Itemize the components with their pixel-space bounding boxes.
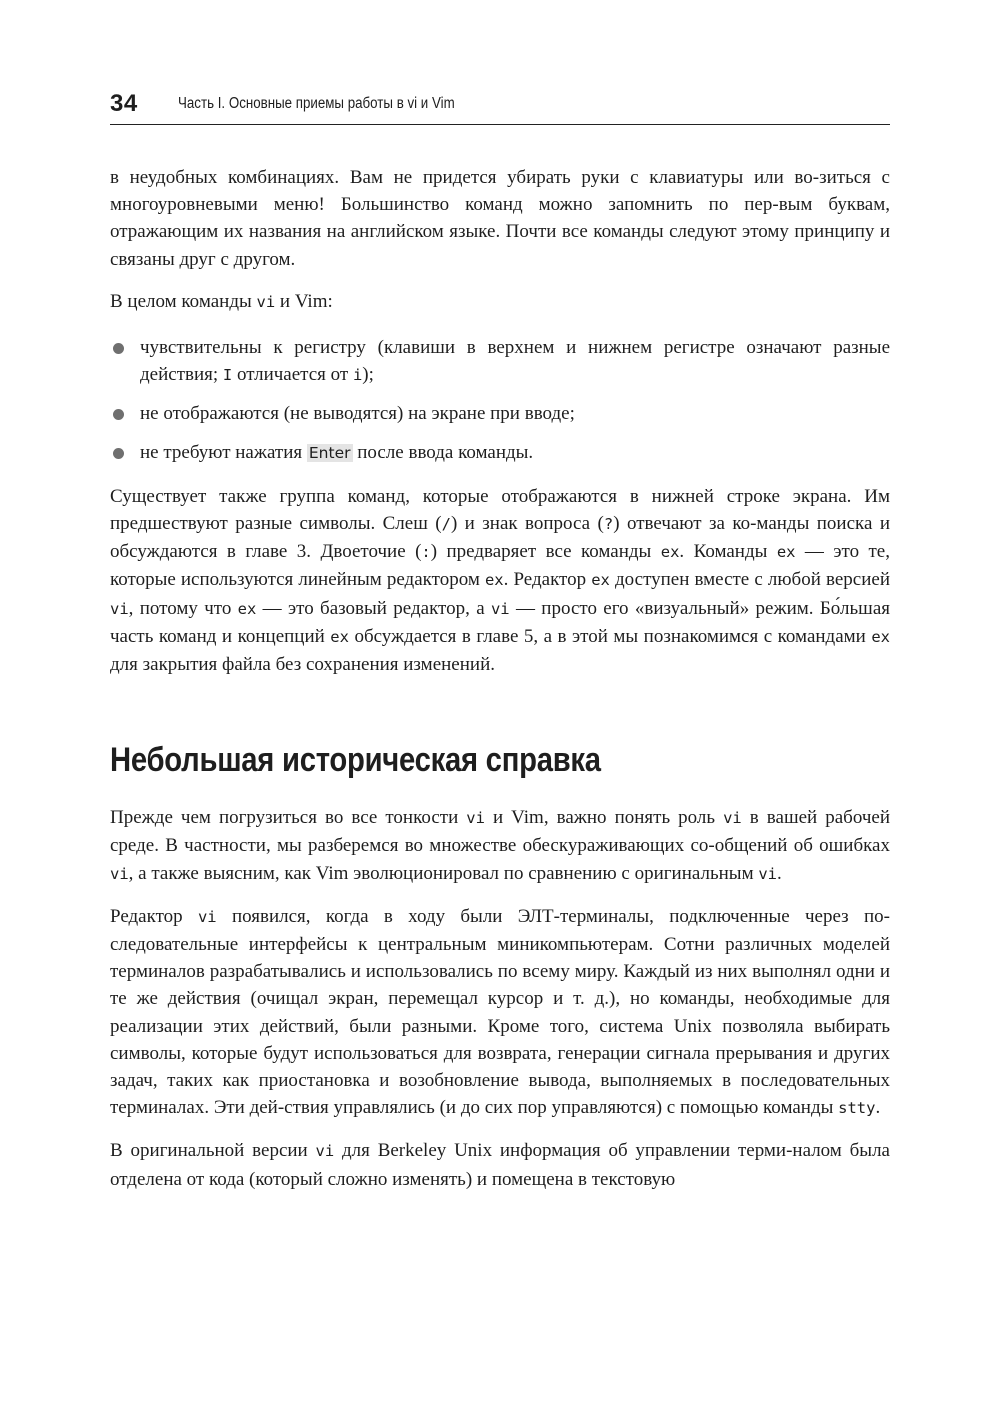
- inline-code: vi: [466, 809, 485, 828]
- text-segment: ) и знак вопроса (: [450, 513, 604, 535]
- text-segment: .: [875, 1097, 881, 1119]
- page-number: 34: [110, 90, 138, 117]
- text-segment: ) отвечают за ко-манды поиска и обсуждаются в главе 3. Двоеточие (: [110, 513, 890, 563]
- page-body: [110, 164, 890, 1193]
- text-segment: — это базовый редактор, а: [256, 597, 491, 619]
- inline-code: vi: [315, 1142, 335, 1161]
- bullet-icon: [113, 448, 124, 459]
- list-item: [110, 334, 890, 389]
- key-label: Enter: [308, 443, 351, 462]
- text-segment: . Редактор: [503, 569, 592, 591]
- text-segment: );: [362, 364, 374, 386]
- bullet-icon: [113, 409, 124, 420]
- inline-code: ex: [330, 627, 349, 646]
- text-segment: и Vim:: [275, 290, 333, 312]
- text-segment: Редактор: [110, 905, 198, 927]
- text-segment: . Команды: [679, 541, 777, 563]
- text-segment: появился, когда в ходу были ЭЛТ-терминалы, подключенные через по-следовательные интерфейсы к центральным миникомпьютерам. Сотни различных моделей терминалов разрабатывались и использовались по всему миру. Каждый из них выполнял одни и те же действия (очищал экран, перемещал курсор и т. д.), но команды, необходимые для реализации этих действий, были разными. Кроме того, система Unix позволяла выбирать символы, которые будут использоваться для возврата, генерации сигнала прерывания и других задач, таких как приостановка и возобновление вывода, выполняемых в последовательных терминалах. Эти дей-ствия управлялись (и до сих пор управляются) с помощью команды: [110, 905, 890, 1119]
- list-item: [110, 400, 890, 427]
- inline-code: vi: [256, 292, 276, 311]
- text-segment: ) предваряет все команды: [430, 541, 661, 563]
- text-segment: Существует также группа команд, которые отображаются в нижней строке экрана. Им предшествуют разные символы. Слеш (: [110, 485, 890, 535]
- running-title: Часть I. Основные приемы работы в vi и Vim: [178, 95, 455, 112]
- bullet-list: [110, 334, 890, 467]
- inline-code: I: [222, 366, 233, 385]
- paragraph-intro: [110, 288, 890, 316]
- inline-code: ?: [603, 515, 614, 534]
- text-segment: чувствительны к регистру (клавиши в верхнем и нижнем регистре означают разные действия;: [140, 337, 890, 386]
- inline-code: i: [352, 366, 363, 385]
- text-segment: доступен вместе с любой версией: [609, 569, 890, 591]
- text-segment: — это те, которые используются линейным редактором: [110, 541, 890, 591]
- inline-code: ex: [871, 627, 890, 646]
- inline-code: :: [421, 543, 431, 562]
- inline-code: ex: [660, 543, 680, 562]
- inline-code: /: [441, 515, 451, 534]
- text-segment: — просто его «визуальный» режим. Бо́льшая часть команд и концепций: [110, 597, 890, 647]
- text-segment: , а также выясним, как Vim эволюционировал по сравнению с оригинальным: [128, 862, 759, 884]
- text-segment: после ввода команды.: [352, 441, 534, 463]
- text-segment: В оригинальной версии: [110, 1140, 316, 1162]
- inline-code: vi: [758, 864, 778, 883]
- text-segment: не отображаются (не выводятся) на экране при вводе;: [140, 403, 575, 425]
- list-item: [110, 439, 890, 467]
- section-heading: Небольшая историческая справка: [110, 741, 601, 780]
- text-segment: В целом команды: [110, 290, 257, 312]
- paragraph-continuation: в неудобных комбинациях. Вам не придется убирать руки с клавиатуры или во-зиться с многоуровневыми меню! Большинство команд можно запомнить по пер-вым буквам, отражающим их названия на английском языке. Почти все команды следуют этому принципу и связаны друг с другом.: [110, 167, 890, 270]
- running-head: [110, 88, 890, 125]
- text-segment: , потому что: [128, 597, 238, 619]
- paragraph-berkeley: [110, 1137, 890, 1192]
- text-segment: в вашей рабочей среде. В частности, мы разберемся во множестве обескураживающих со-общений об ошибках: [110, 807, 890, 857]
- text-segment: для Berkeley Unix информация об управлении терми-налом была отделена от кода (который сложно изменять) и помещена в текстовую: [110, 1140, 890, 1190]
- text-segment: и Vim, важно понять роль: [484, 807, 724, 829]
- paragraph-terminals: [110, 903, 890, 1123]
- inline-code: vi: [110, 864, 129, 883]
- inline-code: vi: [723, 809, 742, 828]
- text-segment: не требуют нажатия: [140, 441, 307, 463]
- text-segment: .: [777, 862, 782, 884]
- paragraph-history-intro: [110, 804, 890, 888]
- inline-code: ex: [776, 543, 796, 562]
- inline-code: ex: [237, 599, 257, 618]
- inline-code: ex: [591, 571, 610, 590]
- bullet-icon: [113, 343, 124, 354]
- paragraph-commands: [110, 483, 890, 678]
- inline-code: ex: [484, 571, 504, 590]
- text-segment: отличается от: [232, 364, 353, 386]
- inline-code: vi: [490, 599, 510, 618]
- text-segment: Прежде чем погрузиться во все тонкости: [110, 807, 467, 829]
- inline-code: vi: [197, 907, 217, 926]
- text-segment: для закрытия файла без сохранения изменений.: [110, 654, 495, 676]
- inline-code: vi: [110, 599, 129, 618]
- inline-code: stty: [838, 1099, 876, 1118]
- text-segment: обсуждается в главе 5, а в этой мы познакомимся с командами: [348, 625, 872, 647]
